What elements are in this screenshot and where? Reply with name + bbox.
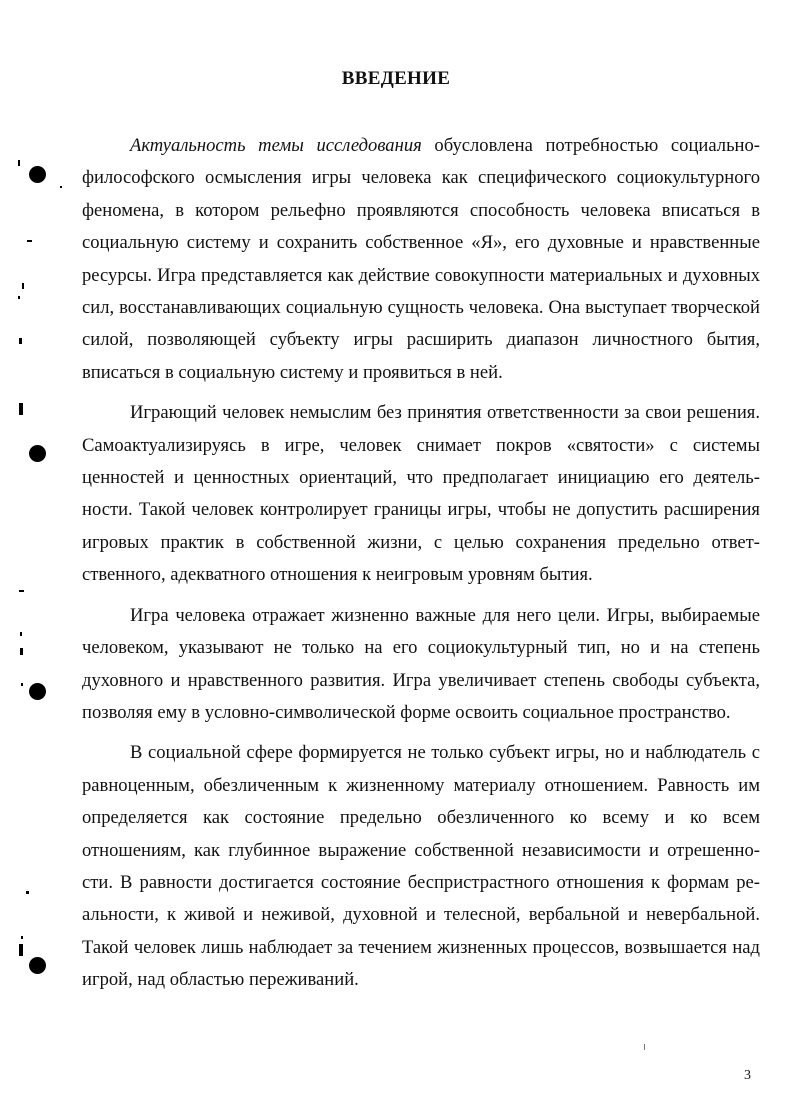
scan-speck [19,944,23,956]
punch-hole-4 [29,957,46,974]
scan-speck [22,283,24,289]
body-text [82,130,760,997]
paragraph-1-lead: Актуальность темы исследования [130,135,422,156]
paragraph-3: Игра человека отражает жизненно важные для него цели. Игры, выбираемые человеком, указывают не только на его социокультурный тип, но и на степень духовного и нравственного развития. Игра увеличивает степень свободы субъекта, позволяя ему в условно-символической форме освоить социальное пространство. [82,604,760,723]
scan-speck [26,891,29,894]
scan-speck [19,338,22,344]
punch-hole-3 [29,683,46,700]
paragraph-4: В социальной сфере формируется не только субъект игры, но и наблюдатель с равноценным, обезличенным к жизненному материалу отношением. Равность им определяется как состояние предельно обезличенного ко всему и ко всем отношениям, как глубинное выражение собственной независимости и отрешенности. В равности достигается состояние беспристрастного отношения к формам реальности, к живой и неживой, духовной и телесной, вербальной и невербальной. Такой человек лишь наблюдает за течением жизненных процессов, возвышается над игрой, над областью переживаний. [82,742,760,991]
scan-speck [27,240,32,242]
scan-speck [644,1044,645,1050]
punch-hole-2 [29,445,46,462]
scan-speck [20,648,23,655]
paragraph-1 [82,130,760,389]
paragraph-1-text: обусловлена потребностью социально-философского осмысления игры человека как специфического социокультурного феномена, в котором рельефно проявляются способность человека вписаться в социальную систему и сохранить собственное «Я», его духовные и нравственные ресурсы. Игра представляется как действие совокупности материальных и духовных сил, восстанавливающих социальную сущность человека. Она выступает творческой силой, позволяющей субъекту игры расширить диапазон личностного бытия, вписаться в социальную систему и проявиться в ней. [82,135,760,383]
scan-speck [60,186,62,188]
scan-speck [21,936,23,939]
scan-speck [19,590,24,592]
page-heading: ВВЕДЕНИЕ [341,68,451,89]
scan-speck [18,296,20,299]
page-number: 3 [744,1068,751,1083]
scan-speck [21,683,23,686]
scan-speck [18,160,20,166]
paragraph-2: Играющий человек немыслим без принятия ответственности за свои решения. Самоактуализируясь в игре, человек снимает покров «святости» с системы ценностей и ценностных ориентаций, что предполагает инициацию его деятельности. Такой человек контролирует границы игры, чтобы не допустить расширения игровых практик в собственной жизни, с целью сохранения предельно ответственного, адекватного отношения к неигровым уровням бытия. [82,402,760,586]
scan-speck [20,632,22,636]
scan-speck [19,403,23,415]
punch-hole-1 [29,166,46,183]
